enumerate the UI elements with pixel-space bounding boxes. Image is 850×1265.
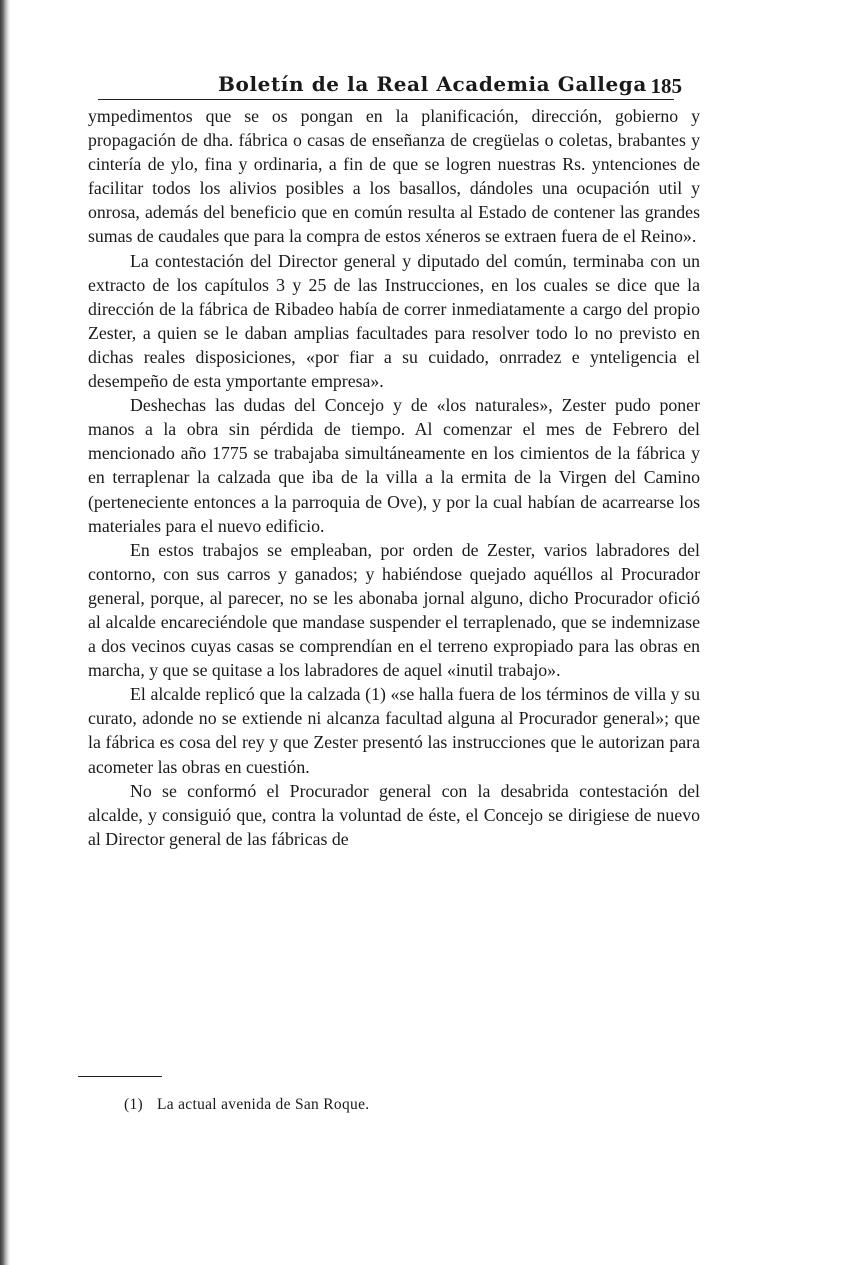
book-page bbox=[88, 66, 700, 851]
paragraph-1: ympedimentos que se os pongan en la planificación, dirección, gobierno y propagación de dha. fábrica o casas de enseñanza de cregüelas o coletas, brabantes y cintería de ylo, fina y ordinaria, a fin de que se logren nuestras Rs. yntenciones de facilitar todos los alivios posibles a los basallos, dándoles una ocupación util y onrosa, además del beneficio que en común resulta al Estado de contener las grandes sumas de caudales que para la compra de estos xéneros se extraen fuera de el Reino». bbox=[88, 106, 700, 247]
footnote-marker: (1) bbox=[124, 1096, 143, 1113]
paragraph-5: El alcalde replicó que la calzada (1) «se halla fuera de los términos de villa y su curato, adonde no se extiende ni alcanza facultad alguna al Procurador general»; que la fábrica es cosa del rey y que Zester presentó las instrucciones que le autorizan para acometer las obras en cuestión. bbox=[88, 684, 700, 777]
body-text bbox=[88, 104, 700, 851]
page-binding-edge bbox=[0, 0, 10, 1265]
page-number: 185 bbox=[650, 74, 682, 98]
paragraph-6: No se conformó el Procurador general con la desabrida contestación del alcalde, y consiguió que, contra la voluntad de éste, el Concejo se dirigiese de nuevo al Director general de las fábricas de bbox=[88, 780, 700, 849]
footnote bbox=[124, 1096, 369, 1114]
footnote-rule bbox=[78, 1076, 162, 1077]
footnote-text: La actual avenida de San Roque. bbox=[156, 1096, 370, 1113]
paragraph-4: En estos trabajos se empleaban, por orden de Zester, varios labradores del contorno, con sus carros y ganados; y habiéndose quejado aquéllos al Procurador general, porque, al parecer, no se les abonaba jornal alguno, dicho Procurador ofició al alcalde encareciéndole que mandase suspender el terraplenado, que se indemnizase a dos vecinos cuyas casas se comprendían en el terreno expropiado para las obras en marcha, y que se quitase a los labradores de aquel «inutil trabajo». bbox=[88, 539, 700, 681]
page-header bbox=[88, 66, 700, 102]
running-title: Boletín de la Real Academia Gallega bbox=[218, 72, 647, 96]
paragraph-3: Deshechas las dudas del Concejo y de «los naturales», Zester pudo poner manos a la obra sin pérdida de tiempo. Al comenzar el mes de Febrero del mencionado año 1775 se trabajaba simultáneamente en los cimientos de la fábrica y en terraplenar la calzada que iba de la villa a la ermita de la Virgen del Camino (perteneciente entonces a la parroquia de Ove), y por la cual habían de acarrearse los materiales para el nuevo edificio. bbox=[88, 395, 700, 536]
paragraph-2: La contestación del Director general y diputado del común, terminaba con un extracto de los capítulos 3 y 25 de las Instrucciones, en los cuales se dice que la dirección de la fábrica de Ribadeo había de correr inmediatamente a cargo del propio Zester, a quien se le daban amplias facultades para resolver todo lo no previsto en dichas reales disposiciones, «por fiar a su cuidado, onrradez e ynteligencia el desempeño de esta ymportante empresa». bbox=[88, 250, 700, 392]
header-rule bbox=[98, 99, 674, 100]
